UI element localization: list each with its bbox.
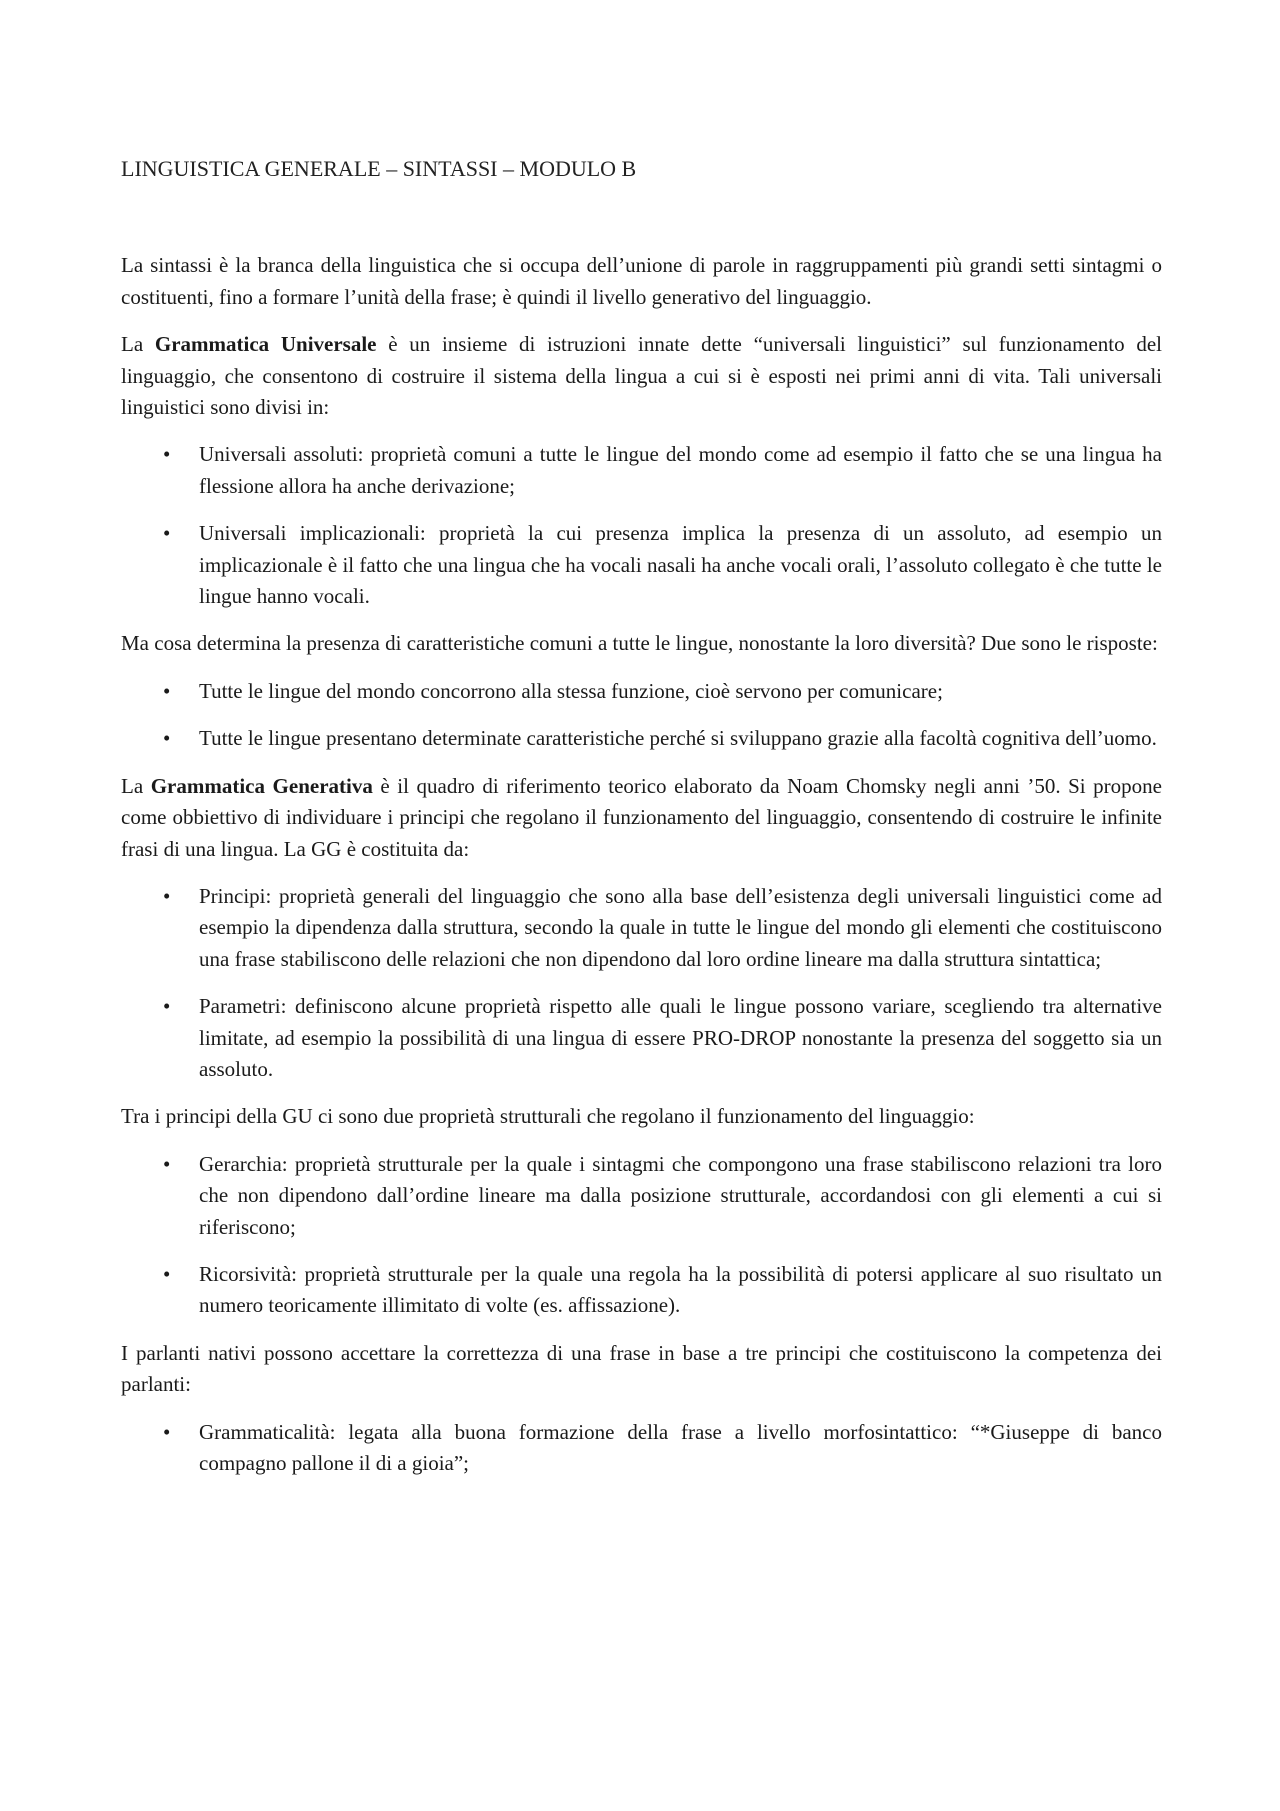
list-item-text: Grammaticalità: legata alla buona formazione della frase a livello morfosintattico: “*Giuseppe di banco compagno pallone il di a gioia”; bbox=[199, 1419, 1162, 1475]
paragraph-intro: La sintassi è la branca della linguistica che si occupa dell’unione di parole in raggruppamenti più grandi setti sintagmi o costituenti, fino a formare l’unità della frase; è quindi il livello generativo del linguaggio. bbox=[121, 253, 1162, 309]
paragraph-question: Ma cosa determina la presenza di caratteristiche comuni a tutte le lingue, nonostante la loro diversità? Due sono le risposte: bbox=[121, 631, 1158, 656]
list-item bbox=[121, 676, 1162, 707]
bullet-icon: • bbox=[163, 1419, 171, 1444]
document-title: LINGUISTICA GENERALE – SINTASSI – MODULO B bbox=[121, 156, 637, 181]
list-item bbox=[121, 991, 1162, 1085]
bullet-icon: • bbox=[163, 994, 171, 1019]
list-item bbox=[121, 723, 1162, 754]
paragraph-principi-gu: Tra i principi della GU ci sono due proprietà strutturali che regolano il funzionamento del linguaggio: bbox=[121, 1104, 975, 1129]
bold-term: Grammatica Generativa bbox=[150, 773, 373, 798]
list-item-text: Gerarchia: proprietà strutturale per la quale i sintagmi che compongono una frase stabiliscono relazioni tra loro che non dipendono dall’ordine lineare ma dalla posizione strutturale, accordandosi con gli elementi a cui si riferiscono; bbox=[199, 1151, 1162, 1239]
bullet-icon: • bbox=[163, 678, 171, 703]
list-item-text: Ricorsività: proprietà strutturale per la quale una regola ha la possibilità di potersi applicare al suo risultato un numero teoricamente illimitato di volte (es. affissazione). bbox=[199, 1261, 1162, 1318]
paragraph-grammatica-universale bbox=[121, 329, 1162, 423]
paragraph-parlanti: I parlanti nativi possono accettare la correttezza di una frase in base a tre principi che costituiscono la competenza dei parlanti: bbox=[121, 1340, 1162, 1397]
list-item-text: Parametri: definiscono alcune proprietà rispetto alle quali le lingue possono variare, scegliendo tra alternative limitate, ad esempio la possibilità di una lingua di essere PRO-DROP nonostante la presenza del soggetto sia un assoluto. bbox=[199, 994, 1162, 1081]
text: La bbox=[121, 773, 151, 798]
bullet-icon: • bbox=[163, 1151, 171, 1176]
list-item-text: Tutte le lingue presentano determinate caratteristiche perché si sviluppano grazie alla facoltà cognitiva dell’uomo. bbox=[199, 726, 1157, 751]
list-item bbox=[121, 1149, 1162, 1243]
list-risposte bbox=[121, 676, 1162, 755]
text: è il quadro di riferimento teorico elaborato da Noam Chomsky negli anni ’50. Si propone come obbiettivo di individuare i principi che regolano il funzionamento del linguaggio, consentendo di costruire le infinite frasi di una lingua. La GG è costituita da: bbox=[121, 773, 1163, 861]
list-item bbox=[121, 518, 1162, 612]
list-item bbox=[121, 881, 1162, 975]
list-item-text: Universali assoluti: proprietà comuni a tutte le lingue del mondo come ad esempio il fatto che se una lingua ha flessione allora ha anche derivazione; bbox=[199, 442, 1162, 498]
bullet-icon: • bbox=[163, 442, 171, 467]
document-page bbox=[121, 153, 1162, 1495]
list-item-text: Universali implicazionali: proprietà la cui presenza implica la presenza di un assoluto, ad esempio un implicazionale è il fatto che una lingua che ha vocali nasali ha anche vocali orali, l’assoluto collegato è che tutte le lingue hanno vocali. bbox=[199, 521, 1162, 609]
bullet-icon: • bbox=[163, 1261, 171, 1286]
list-gg bbox=[121, 881, 1162, 1085]
bullet-icon: • bbox=[163, 726, 171, 751]
bold-term: Grammatica Universale bbox=[154, 332, 377, 357]
list-item bbox=[121, 439, 1162, 502]
list-item bbox=[121, 1417, 1162, 1480]
text: è un insieme di istruzioni innate dette “universali linguistici” sul funzionamento del linguaggio, che consentono di costruire il sistema della lingua a cui si è esposti nei primi anni di vita. Tali universali linguistici sono divisi in: bbox=[121, 332, 1162, 420]
list-item-text: Tutte le lingue del mondo concorrono alla stessa funzione, cioè servono per comunicare; bbox=[199, 678, 943, 703]
list-proprieta bbox=[121, 1149, 1162, 1322]
text: La bbox=[121, 332, 155, 357]
list-item-text: Principi: proprietà generali del linguaggio che sono alla base dell’esistenza degli universali linguistici come ad esempio la dipendenza dalla struttura, secondo la quale in tutte le lingue del mondo gli elementi che costituiscono una frase stabiliscono delle relazioni che non dipendono dal loro ordine lineare ma dalla struttura sintattica; bbox=[199, 883, 1162, 971]
list-competenza bbox=[121, 1417, 1162, 1480]
bullet-icon: • bbox=[163, 883, 171, 908]
list-universali bbox=[121, 439, 1162, 612]
paragraph-grammatica-generativa bbox=[121, 771, 1162, 865]
list-item bbox=[121, 1259, 1162, 1322]
bullet-icon: • bbox=[163, 521, 171, 546]
